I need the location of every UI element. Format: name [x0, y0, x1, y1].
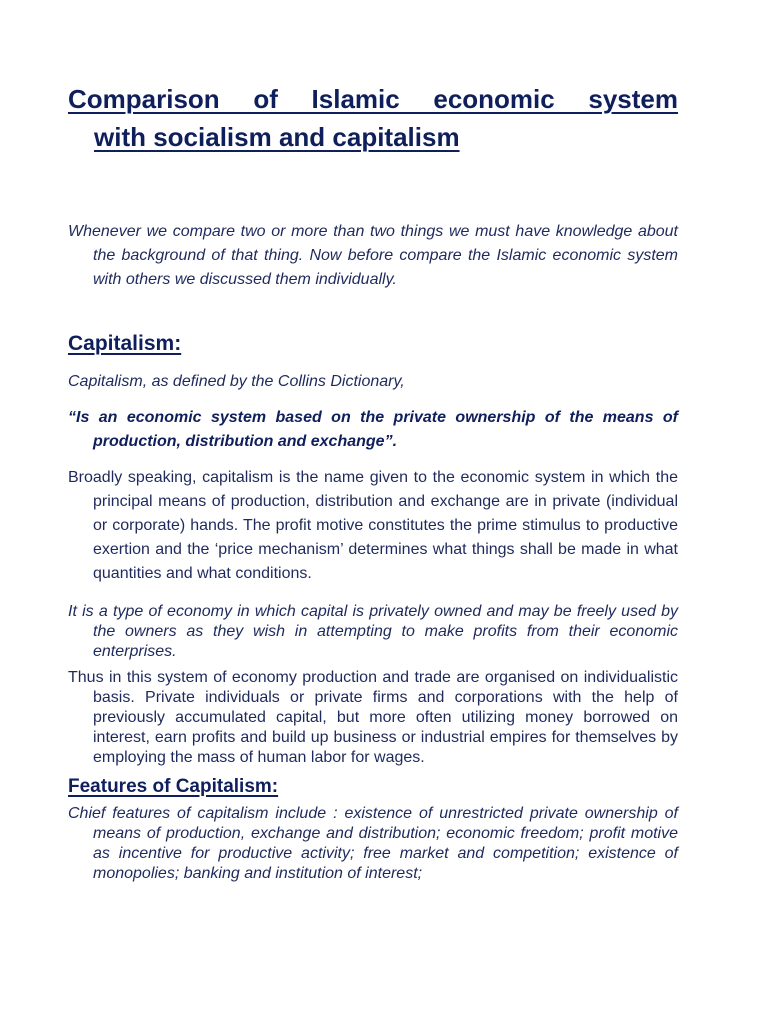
title-line-1: Comparison of Islamic economic system: [68, 84, 678, 114]
definition-quote: “Is an economic system based on the private ownership of the means of production, distribution and exchange”.: [68, 409, 678, 450]
capitalism-heading: Capitalism:: [68, 332, 182, 355]
economy-type-paragraph: It is a type of economy in which capital is privately owned and may be freely used by the owners as they wish in attempting to make profits from their economic enterprises.: [68, 603, 678, 660]
broadly-paragraph: Broadly speaking, capitalism is the name given to the economic system in which the principal means of production, distribution and exchange are in private (individual or corporate) hands. The profit motive constitutes the prime stimulus to productive exertion and the ‘price mechanism’ determines what things shall be made in what quantities and what conditions.: [68, 469, 678, 582]
features-heading: Features of Capitalism:: [68, 776, 279, 797]
document-title: [68, 80, 678, 156]
title-line-2: with socialism and capitalism: [94, 122, 460, 152]
features-paragraph: Chief features of capitalism include : existence of unrestricted private ownership of means of production, exchange and distribution; economic freedom; profit motive as incentive for productive activity; free market and competition; existence of monopolies; banking and institution of interest;: [68, 805, 678, 882]
intro-paragraph: Whenever we compare two or more than two things we must have knowledge about the background of that thing. Now before compare the Islamic economic system with others we discussed them individually.: [68, 223, 678, 288]
collins-definition-intro: Capitalism, as defined by the Collins Dictionary,: [68, 373, 405, 390]
document-page: [68, 80, 678, 884]
thus-paragraph: Thus in this system of economy production and trade are organised on individualistic basis. Private individuals or private firms and corporations with the help of previously accumulated capital, but more often utilizing money borrowed on interest, earn profits and build up business or industrial empires for themselves by employing the mass of human labor for wages.: [68, 669, 678, 766]
